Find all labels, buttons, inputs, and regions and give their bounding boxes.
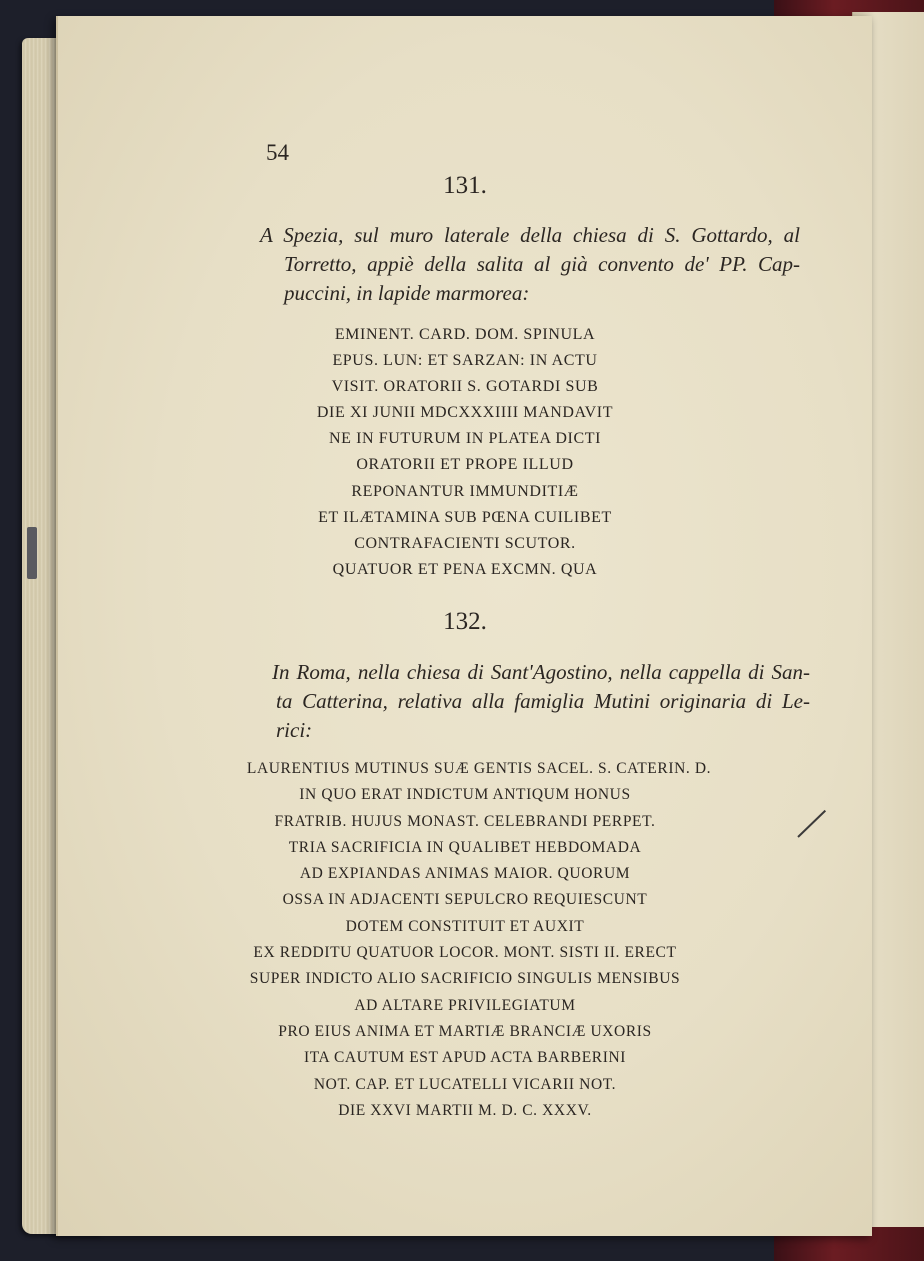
inscription-line: TRIA SACRIFICIA IN QUALIBET HEBDOMADA	[288, 838, 642, 856]
caption-line: A Spezia, sul muro laterale della chiesa di S. Gottardo, al	[260, 223, 800, 247]
inscription-line: FRATRIB. HUJUS MONAST. CELEBRANDI PERPET.	[274, 812, 656, 830]
inscription-line: EMINENT. CARD. DOM. SPINULA	[334, 326, 596, 343]
inscription	[58, 322, 872, 583]
caption-line: Torretto, appiè della salita al già convento de' PP. Cap-	[284, 252, 800, 276]
inscription-line: ORATORII ET PROPE ILLUD	[356, 456, 574, 474]
inscription-line: OSSA IN ADJACENTI SEPULCRO REQUIESCUNT	[282, 891, 648, 909]
caption-line: puccini, in lapide marmorea:	[284, 281, 530, 305]
inscription	[58, 756, 872, 1124]
inscription-line: NE IN FUTURUM IN PLATEA DICTI	[328, 430, 602, 448]
inscription-line: SUPER INDICTO ALIO SACRIFICIO SINGULIS MENSIBUS	[249, 970, 681, 988]
entry-caption	[272, 658, 810, 745]
inscription-line: ET ILÆTAMINA SUB PŒNA CUILIBET	[318, 508, 612, 526]
caption-line: ta Catterina, relativa alla famiglia Mutini originaria di Le-	[276, 689, 810, 713]
book-page	[56, 16, 872, 1236]
inscription-line: REPONANTUR IMMUNDITIÆ	[351, 482, 579, 500]
inscription-line: VISIT. ORATORII S. GOTARDI SUB	[331, 378, 599, 396]
entry-caption	[260, 221, 800, 308]
page-number: 54	[266, 140, 289, 165]
inscription-line: EX REDDITU QUATUOR LOCOR. MONT. SISTI II. ERECT	[253, 944, 677, 962]
inscription-line: ITA CAUTUM EST APUD ACTA BARBERINI	[303, 1049, 627, 1067]
inscription-line: NOT. CAP. ET LUCATELLI VICARII NOT.	[313, 1075, 617, 1093]
entry-number: 132.	[443, 608, 487, 635]
inscription-line: DIE XXVI MARTII M. D. C. XXXV.	[338, 1101, 592, 1119]
caption-line: In Roma, nella chiesa di Sant'Agostino, nella cappella di San-	[272, 660, 810, 684]
inscription-line: DIE XI JUNII MDCXXXIIII MANDAVIT	[316, 404, 614, 422]
entry-number: 131.	[443, 172, 487, 199]
inscription-line: DOTEM CONSTITUIT ET AUXIT	[345, 917, 585, 935]
inscription-line: LAURENTIUS MUTINUS SUÆ GENTIS SACEL. S. CATERIN. D.	[246, 760, 712, 777]
binding-clip	[27, 527, 37, 579]
inscription-line: AD EXPIANDAS ANIMAS MAIOR. QUORUM	[299, 865, 631, 883]
inscription-line: QUATUOR ET PENA EXCMN. QUA	[332, 560, 598, 578]
inscription-line: IN QUO ERAT INDICTUM ANTIQUM HONUS	[299, 786, 631, 804]
inscription-line: EPUS. LUN: ET SARZAN: IN ACTU	[332, 352, 598, 370]
inscription-line: AD ALTARE PRIVILEGIATUM	[354, 996, 576, 1014]
inscription-line: PRO EIUS ANIMA ET MARTIÆ BRANCIÆ UXORIS	[278, 1022, 652, 1040]
inscription-line: CONTRAFACIENTI SCUTOR.	[354, 534, 576, 552]
caption-line: rici:	[276, 718, 313, 742]
